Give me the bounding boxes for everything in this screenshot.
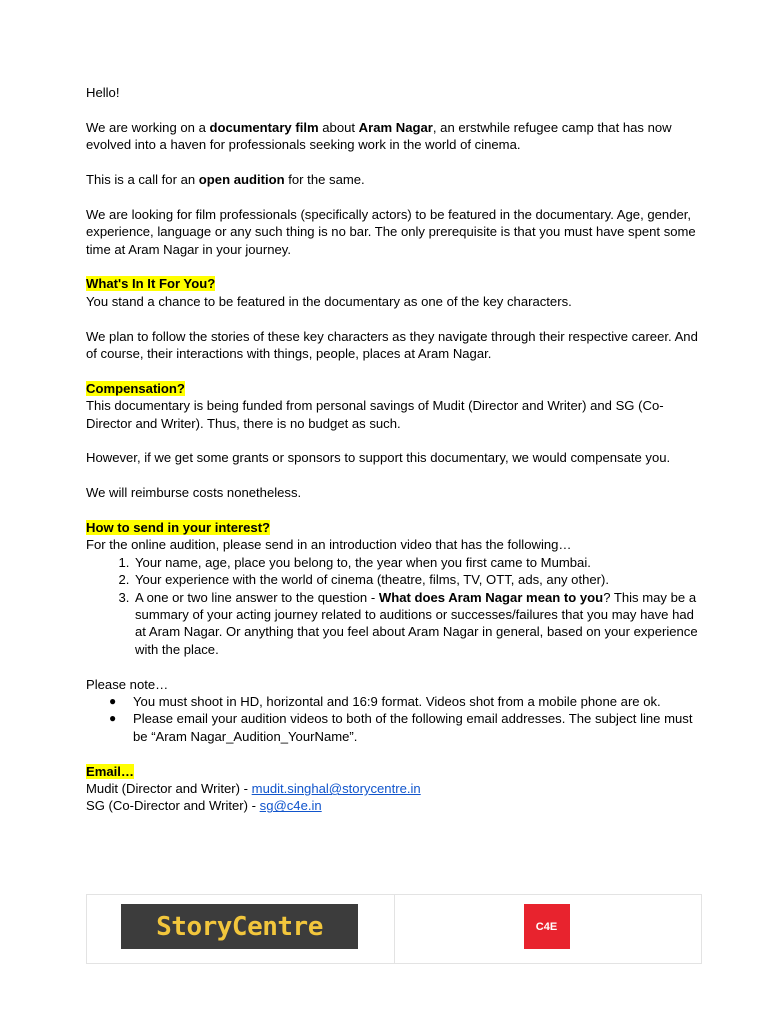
intro-text: for the same.	[284, 172, 365, 187]
highlighted-heading: Compensation?	[86, 380, 185, 396]
section-heading-how-to-send	[86, 519, 706, 536]
footer-cell-storycentre	[87, 895, 394, 963]
footer-cell-c4e	[394, 895, 702, 963]
bullet-list	[86, 693, 706, 745]
bullet-icon: ●	[109, 711, 117, 726]
storycentre-logo	[121, 904, 358, 949]
list-item: 2. Your experience with the world of cinema (theatre, films, TV, OTT, ads, any other).	[133, 571, 706, 588]
intro-bold-documentary: documentary film	[209, 119, 319, 135]
section2-paragraph-2: However, if we get some grants or sponsors to support this documentary, we would compensate you.	[86, 450, 671, 466]
email-label: SG (Co-Director and Writer) -	[86, 798, 260, 814]
highlighted-heading: How to send in your interest?	[86, 520, 271, 536]
intro-text: , an erstwhile refugee camp that has now evolved into a haven for professionals seeking work in the world of cinema.	[86, 119, 672, 153]
intro-paragraph-3: We are looking for film professionals (specifically actors) to be featured in the documentary. Age, gender, experience, language or any such thing is no bar. The only prerequisite is that you must have spent some time at Aram Nagar in your journey.	[86, 206, 696, 257]
bullet-icon: ●	[109, 694, 117, 709]
greeting: Hello!	[86, 85, 120, 100]
section-heading-compensation	[86, 380, 706, 397]
highlighted-heading: What's In It For You?	[86, 276, 216, 292]
list-item-bold-question: What does Aram Nagar mean to you	[378, 589, 604, 605]
list-item-text: ? This may be a summary of your acting journey related to auditions or successes/failures that you may have had at Aram Nagar. Or anything that you feel about Aram Nagar in general, based on your experience with the place.	[135, 589, 698, 657]
intro-text: about	[318, 119, 359, 135]
footer-logo-table	[86, 894, 702, 964]
intro-paragraph-2	[86, 171, 706, 188]
document-body	[86, 84, 706, 815]
email-link-sg[interactable]: sg@c4e.in	[259, 798, 322, 814]
section-heading-whats-in-it	[86, 275, 706, 292]
list-item-text: Please email your audition videos to both of the following email addresses. The subject line must be “Aram Nagar_Audition_YourName”.	[133, 711, 693, 744]
list-item	[109, 710, 706, 745]
section2-paragraph-3: We will reimburse costs nonetheless.	[86, 485, 302, 501]
section1-paragraph-2: We plan to follow the stories of these key characters as they navigate through their respective career. And of course, their interactions with things, people, places at Aram Nagar.	[86, 328, 698, 362]
list-item: 1. Your name, age, place you belong to, the year when you first came to Mumbai.	[133, 554, 706, 571]
list-item	[133, 589, 706, 659]
intro-bold-open-audition: open audition	[198, 172, 285, 187]
section2-paragraph-1: This documentary is being funded from personal savings of Mudit (Director and Writer) and SG (Co-Director and Writer). Thus, there is no budget as such.	[86, 398, 664, 431]
highlighted-heading: Email…	[86, 763, 135, 779]
list-item-text: A one or two line answer to the question -	[135, 589, 379, 605]
section3-paragraph-1: For the online audition, please send in an introduction video that has the following…	[86, 537, 572, 553]
email-line-mudit	[86, 780, 706, 797]
c4e-logo-text: C4E	[535, 920, 558, 933]
list-item-text: You must shoot in HD, horizontal and 16:9 format. Videos shot from a mobile phone are ok.	[133, 694, 661, 710]
section1-paragraph-1: You stand a chance to be featured in the documentary as one of the key characters.	[86, 293, 572, 309]
email-label: Mudit (Director and Writer) -	[86, 781, 252, 797]
storycentre-logo-text: StoryCentre	[156, 911, 323, 942]
list-item	[109, 693, 706, 710]
intro-text: This is a call for an	[86, 172, 199, 187]
email-line-sg	[86, 797, 706, 814]
section-heading-email	[86, 763, 706, 780]
intro-text: We are working on a	[86, 119, 210, 135]
intro-paragraph-1	[86, 119, 706, 154]
note-heading: Please note…	[86, 676, 169, 692]
intro-bold-aram-nagar: Aram Nagar	[358, 119, 433, 135]
numbered-list	[86, 554, 706, 658]
c4e-logo	[524, 904, 570, 949]
email-link-mudit[interactable]: mudit.singhal@storycentre.in	[251, 781, 421, 797]
